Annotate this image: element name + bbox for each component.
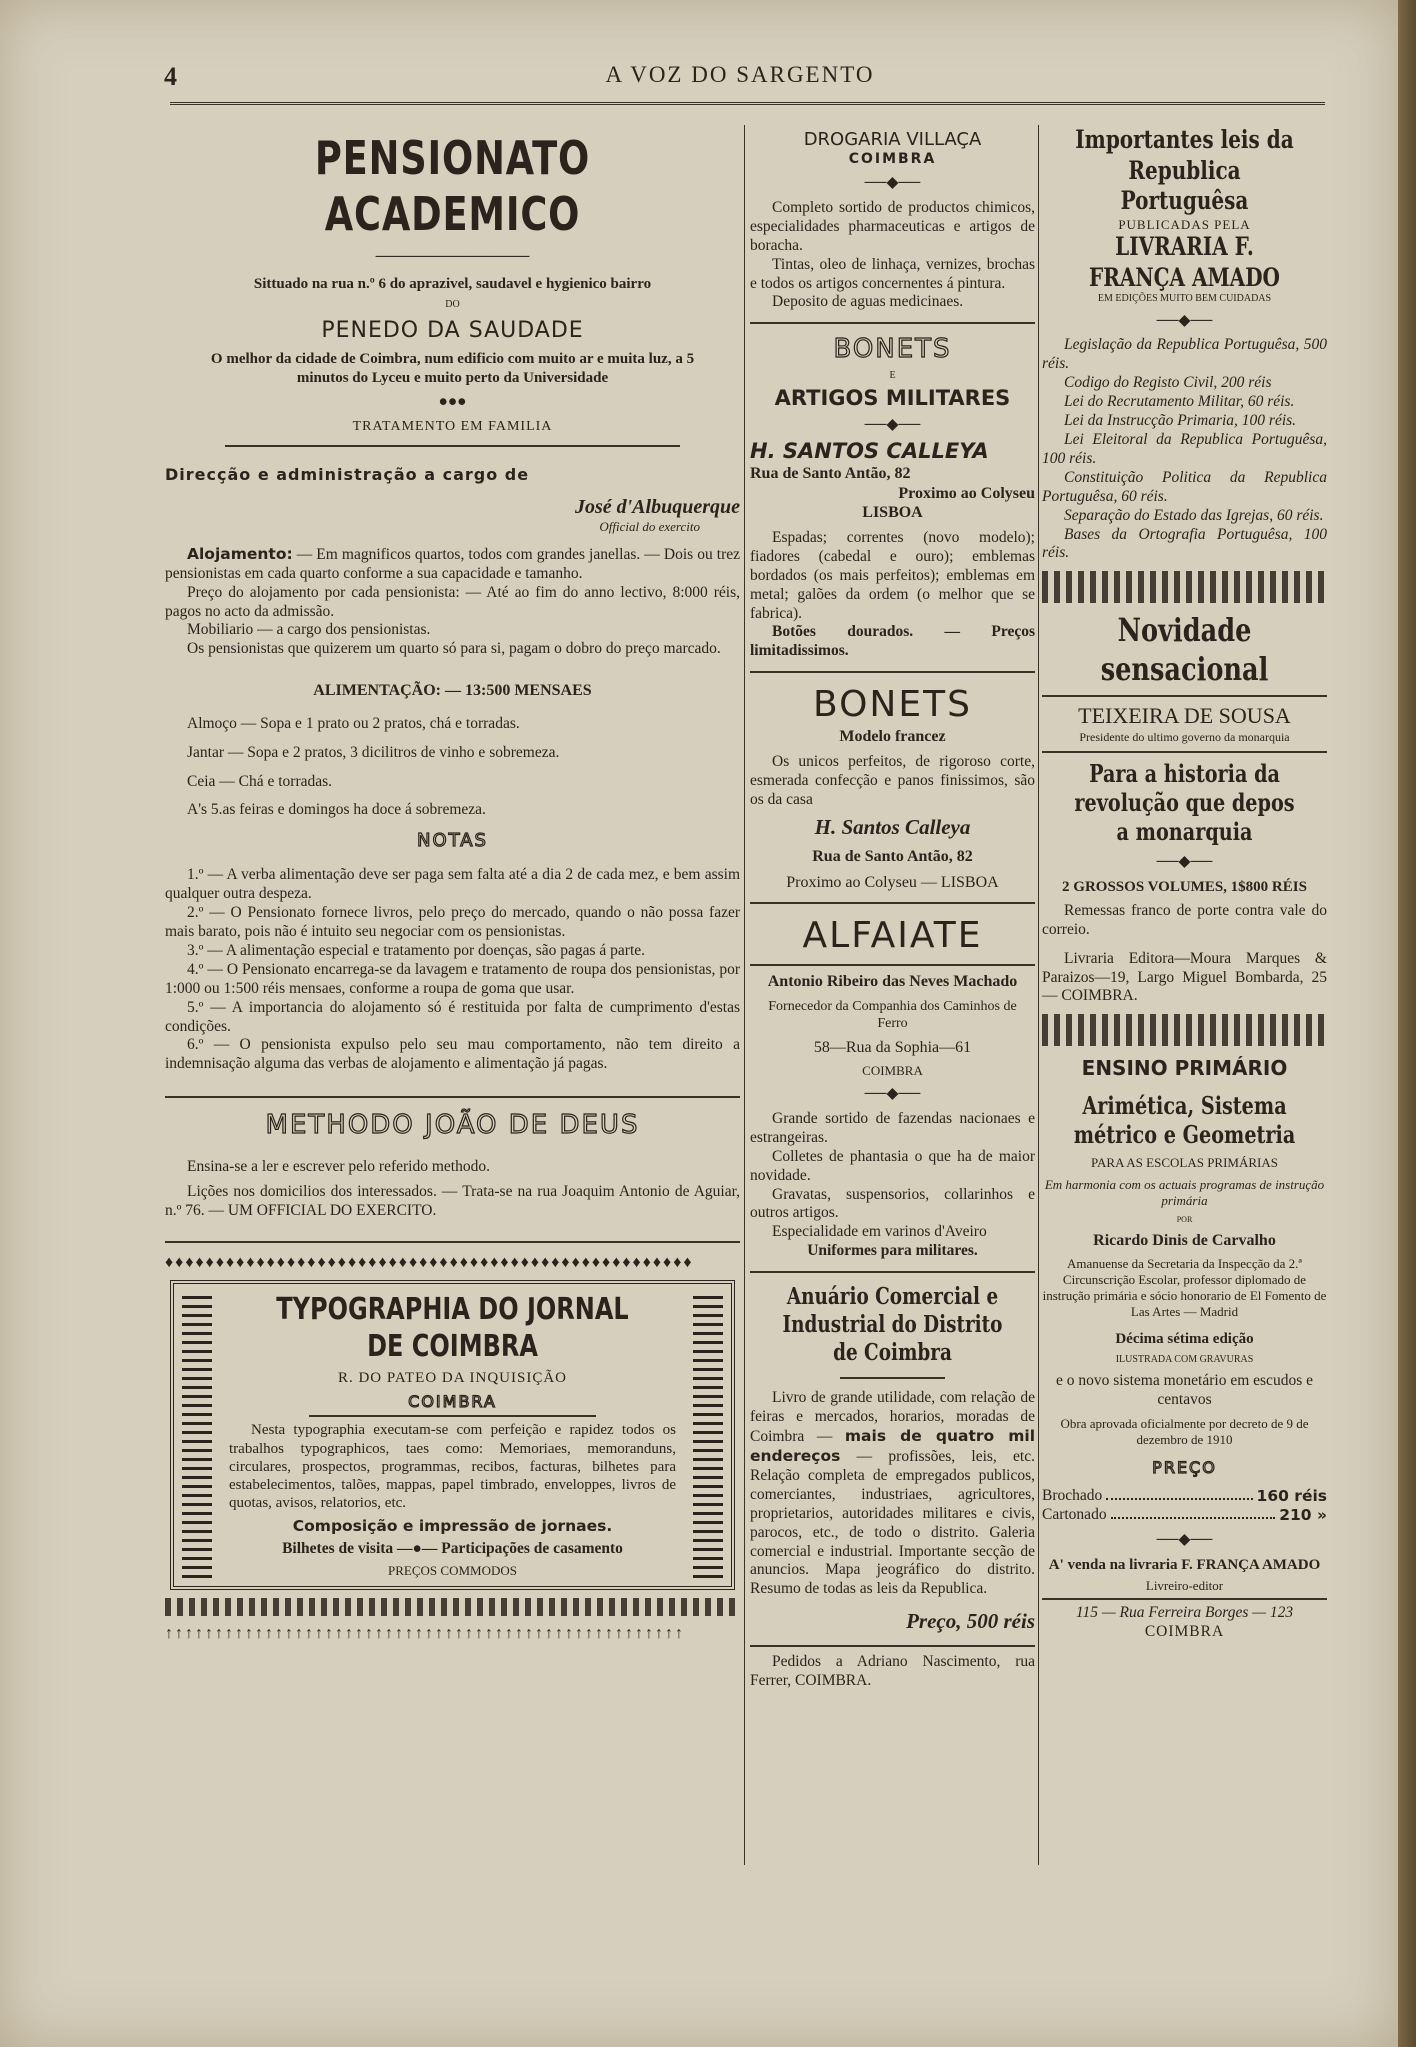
bonets-e: E [889,370,896,382]
bonets-firm: H. SANTOS CALLEYA [750,438,989,463]
novidade-author-desc: Presidente do ultimo governo da monarquia [1079,730,1290,745]
bonets-city: LISBOA [862,504,923,522]
leis-item: Bases da Ortografia Portuguêsa, 100 réis. [1042,525,1327,562]
separator [1042,1598,1327,1600]
page-edge [1398,0,1416,2047]
column-divider [1038,125,1039,1865]
leis-item: Codigo do Registo Civil, 200 réis [1064,374,1272,392]
methodo-title: METHODO JOÃO DE DEUS [265,1110,640,1141]
ornament-rule: ────────────── [375,248,530,266]
methodo-p2: Lições nos domicilios dos interessados. — Trata-se na rua Joaquim Antonio de Aguiar, n.º 76. — UM OFFICIAL DO EXERCITO. [165,1182,740,1219]
page-number: 4 [164,62,177,91]
separator [840,1377,945,1379]
nota-item: 1.º — A verba alimentação deve ser paga sem falta até a dia 2 de cada mez, e bem assim qualquer outra despeza. [165,866,740,903]
leis-livraria: LIVRARIA F. FRANÇA AMADO [1089,232,1280,292]
nota-item: 5.º — A importancia do alojamento só é restituida por falta de cumprimento d'estas condições. [165,998,740,1035]
ensino-preco-heading: PREÇO [1152,1457,1217,1477]
alimentacao-heading: ALIMENTAÇÃO: — 13:500 MENSAES [313,682,592,700]
typographia-box [170,1280,735,1590]
cartonado-label: Cartonado [1042,1506,1107,1524]
separator [750,902,1035,904]
leis-item: Legislação da Republica Portuguêsa, 500 réis. [1042,336,1327,373]
anuario-title: Anuário Comercial e Industrial do Distrito de Coimbra [782,1283,1003,1367]
separator [750,671,1035,673]
bonets-title: BONETS [833,334,952,365]
novidade-book: Para a historia da revolução que depos a monarquia [1074,758,1295,847]
brochado-price: 160 réis [1256,1487,1327,1506]
separator [225,445,680,447]
notas-heading: NOTAS [417,830,488,852]
ensino-address: 115 — Rua Ferreira Borges — 123 [1075,1603,1294,1621]
bonets2-model: Modelo francez [839,728,946,746]
brochado-row [1042,1487,1327,1506]
ensino-harmonia: Em harmonia com os actuais programas de instrução primária [1044,1177,1325,1209]
nota-item: 4.º — O Pensionato encarrega-se da lavagem e tratamento de roupa dos pensionistas, por 1:000 ou 1:500 réis mensaes, conforme a roupa de goma que usar. [165,960,740,997]
bonets-near: Proximo ao Colyseu [898,484,1035,502]
pin-border: ↑↑↑↑↑↑↑↑↑↑↑↑↑↑↑↑↑↑↑↑↑↑↑↑↑↑↑↑↑↑↑↑↑↑↑↑↑↑↑↑↑↑↑↑↑↑↑↑↑↑↑↑ [165,1625,685,1643]
leis-item: Lei Eleitoral da Republica Portuguêsa, 100 réis. [1042,430,1327,467]
separator [750,1645,1035,1647]
alfaiate-title: ALFAIATE [802,915,983,957]
preco-text: Preço do alojamento por cada pensionista: — Até ao fim do anno lectivo, 8:000 réis, pagos no acto da admissão. [165,583,740,620]
drogaria-p2: Tintas, oleo de linhaça, vernizes, brochas e todos os artigos concernentes á pintura. [750,255,1035,292]
leis-title: Importantes leis da Republica Portuguêsa [1075,125,1294,215]
quarto-text: Os pensionistas que quizerem um quarto só para si, pagam o dobro do preço marcado. [187,640,721,658]
column-middle [750,125,1035,1691]
drogaria-p1: Completo sortido de productos chimicos, especialidades pharmaceuticas e artigos de boracha. [750,198,1035,254]
brochado-label: Brochado [1042,1487,1103,1505]
ensino-city: COIMBRA [1144,1622,1225,1640]
nota-item: 6.º — O pensionista expulso pelo seu mau comportamento, não tem direito a indemnisação alguma das verbas de alojamento e alimentação já pagas. [165,1036,740,1073]
novidade-title: Novidade sensacional [1100,611,1269,689]
leis-item: Lei do Recrutamento Militar, 60 réis. [1064,393,1295,411]
leis-edicoes: EM EDIÇÕES MUITO BEM CUIDADAS [1097,293,1272,305]
column-left [165,125,740,1644]
nota-item: 2.º — O Pensionato fornece livros, pelo preço do mercado, quando o não possa fazer mais barato, pois não é intuito seu negociar com os pensionistas. [165,904,740,941]
ensino-livreiro: Livreiro-editor [1145,1578,1224,1594]
separator [309,1415,596,1417]
leis-pub: PUBLICADAS PELA [1118,216,1251,232]
anuario-text-a: Livro de grande utilidade, com relação de feiras e mercados, horarios, moradas de Coimbra — [750,1389,1035,1446]
leis-item: Constituição Politica da Republica Portuguêsa, 60 réis. [1042,468,1327,505]
typographia-title: TYPOGRAPHIA DO JORNAL DE COIMBRA [276,1292,629,1364]
pensionato-title: PENSIONATO ACADEMICO [314,131,591,242]
ensino-author: Ricardo Dinis de Carvalho [1093,1231,1276,1249]
pensionato-location: Sittuado na rua n.º 6 do aprazivel, saudavel e hygienico bairro [253,276,652,293]
alfaiate-name: Antonio Ribeiro das Neves Machado [767,972,1018,990]
cartonado-price: 210 » [1279,1506,1327,1525]
ensino-sistema: e o novo sistema monetário em escudos e centavos [1056,1372,1313,1408]
direccao-line: Direcção e administração a cargo de [165,465,530,485]
nota-item: 3.º — A alimentação especial e tratamento por doenças, são pagas á parte. [187,941,645,959]
anuario-orders: Pedidos a Adriano Nascimento, rua Ferrer, COIMBRA. [750,1652,1035,1689]
anuario-text-b: mais de quatro mil endereços [750,1427,1036,1466]
typographia-composicao: Composição e impressão de jornaes. [292,1516,613,1535]
typographia-text: Nesta typographia executam-se com perfeição e rapidez todos os trabalhos typographicos, taes como: Memoriaes, memoranduns, circulares, prospectos, programmas, recibos, facturas, bilhetes para estabelecimentos, talões, mappas, papel timbrado, enveloppes, livros de quotas, avisos, relatorios, etc. [229,1422,676,1512]
alfaiate-address: 58—Rua da Sophia—61 [813,1038,972,1056]
alfaiate-city: COIMBRA [862,1063,923,1079]
almoco-text: Almoço — Sopa e 1 prato ou 2 pratos, chá e torradas. [187,714,520,732]
separator [165,1241,740,1243]
director-title: Official do exercito [599,518,700,534]
pensionato-bairro: PENEDO DA SAUDADE [321,317,584,343]
ornament: ●●● [438,393,467,411]
ornamental-border [165,1598,740,1616]
alojamento-text: — Em magnificos quartos, todos com grandes janellas. — Dois ou trez pensionistas em cada quarto conforme a sua capacidade e tamanho. [165,545,740,582]
alfaiate-p1: Grande sortido de fazendas nacionaes e estrangeiras. [750,1109,1035,1146]
pensionato-do: DO [445,299,460,311]
novidade-editora: Livraria Editora—Moura Marques & Paraizos—19, Largo Miguel Bombarda, 25 — COIMBRA. [1042,949,1327,1005]
page-header [150,62,1330,92]
ornament: ──◆── [1156,311,1213,329]
column-right [1042,125,1327,1642]
mobiliario-text: Mobiliario — a cargo dos pensionistas. [187,621,431,639]
bonets-text2: Botões dourados. — Preços limitadissimos. [750,623,1035,660]
typographia-bilhetes: Bilhetes de visita —●— Participações de casamento [282,1539,623,1557]
novidade-volumes: 2 GROSSOS VOLUMES, 1$800 RÉIS [1062,878,1307,895]
methodo-p1: Ensina-se a ler e escrever pelo referido methodo. [187,1158,490,1175]
drogaria-title: DROGARIA VILLAÇA [803,129,982,150]
dot-border: ♦♦♦♦♦♦♦♦♦♦♦♦♦♦♦♦♦♦♦♦♦♦♦♦♦♦♦♦♦♦♦♦♦♦♦♦♦♦♦♦♦♦♦♦♦♦♦♦♦♦♦♦ [165,1253,694,1271]
typographia-address: R. DO PATEO DA INQUISIÇÃO [337,1370,568,1387]
novidade-author: TEIXEIRA DE SOUSA [1078,703,1291,729]
bonets2-firm: H. Santos Calleya [814,815,971,840]
bonets2-near: Proximo ao Colyseu — LISBOA [786,873,999,891]
alfaiate-fornecedor: Fornecedor da Companhia dos Caminhos de Ferro [768,998,1017,1031]
bonets-text: Espadas; correntes (novo modelo); fiadores (cabedal e ouro); emblemas bordados (os mais perfeitos); emblemas em metal; galões da ordem (o melhor que se fabrica). [750,528,1035,622]
ornamental-border [1042,571,1327,603]
bonets2-text: Os unicos perfeitos, de rigoroso corte, esmerada confecção e panos finissimos, são os da casa [750,752,1035,808]
alfaiate-p5: Uniformes para militares. [807,1242,978,1260]
separator [750,322,1035,324]
bonets2-street: Rua de Santo Antão, 82 [812,848,973,866]
bonets-street: Rua de Santo Antão, 82 [750,465,911,483]
ensino-aprovada: Obra aprovada oficialmente por decreto de 9 de dezembro de 1910 [1060,1415,1309,1447]
ornament: ──◆── [1156,1530,1213,1548]
ornament: ──◆── [864,174,921,192]
ornament: ──◆── [864,415,921,433]
bonets-subtitle: ARTIGOS MILITARES [774,386,1011,411]
doce-text: A's 5.as feiras e domingos ha doce á sobremeza. [187,801,486,819]
drogaria-p3: Deposito de aguas medicinaes. [772,293,964,311]
ornamental-border [1042,1014,1327,1046]
anuario-price: Preço, 500 réis [906,1609,1035,1634]
jantar-text: Jantar — Sopa e 2 pratos, 3 dicilitros de vinho e sobremeza. [187,743,560,761]
column-divider [744,125,745,1865]
alojamento-label: Alojamento: [187,544,293,563]
ensino-por: POR [1176,1214,1193,1224]
cartonado-row [1042,1506,1327,1525]
typographia-city: COIMBRA [408,1391,497,1411]
leis-item: Separação do Estado das Igrejas, 60 réis. [1064,506,1324,524]
alfaiate-p2: Colletes de phantasia o que ha de maior novidade. [750,1147,1035,1184]
pensionato-title-wrap [165,130,740,242]
separator [750,964,1035,966]
ornament: ──◆── [864,1085,921,1103]
ensino-venda: A' venda na livraria F. FRANÇA AMADO [1048,1556,1321,1573]
tratamento-heading: TRATAMENTO EM FAMILIA [352,418,553,434]
ensino-subject: Arimética, Sistema métrico e Geometria [1073,1090,1296,1150]
director-name: José d'Albuquerque [574,495,740,518]
separator [1042,695,1327,697]
drogaria-city: COIMBRA [848,150,937,167]
typographia-precos: PREÇOS COMMODOS [388,1562,517,1578]
ornament: ──◆── [1156,852,1213,870]
leis-item: Lei da Instrucção Primaria, 100 réis. [1064,412,1297,430]
alfaiate-p4: Especialidade em varinos d'Aveiro [772,1223,987,1241]
masthead: A VOZ DO SARGENTO [605,62,875,87]
header-rule [170,102,1325,105]
ensino-for: PARA AS ESCOLAS PRIMÁRIAS [1090,1155,1278,1171]
ensino-title: ENSINO PRIMÁRIO [1081,1056,1288,1081]
ensino-ilustrada: ILUSTRADA COM GRAVURAS [1115,1353,1254,1365]
separator [165,1096,740,1098]
ensino-edicao: Décima sétima edição [1115,1330,1254,1347]
separator [1042,751,1327,753]
novidade-remessas: Remessas franco de porte contra vale do correio. [1042,901,1327,938]
alfaiate-p3: Gravatas, suspensorios, collarinhos e outros artigos. [750,1185,1035,1222]
anuario-text-c: — profissões, leis, etc. Relação completa de empregados publicos, comerciantes, industriaes, agricultores, proprietarios, autoridades militares e civis, parocos, etc., de todo o distrito. Galeria comercial e industrial. Importante secção de anuncios. Mapa jeográfico do distrito. Resumo de todas as leis da Republica. [750,1448,1035,1598]
pensionato-description: O melhor da cidade de Coimbra, num edificio com muito ar e muita luz, a 5 minutos do Lyceu e muito perto da Universidade [210,351,695,386]
bonets2-title: BONETS [813,684,972,726]
ensino-author-desc: Amanuense da Secretaria da Inspecção da 2.ª Circunscrição Escolar, professor diplomado de instrução primária e sócio honorario de El Fomento de Las Artes — Madrid [1042,1256,1327,1319]
separator [750,1271,1035,1273]
ceia-text: Ceia — Chá e torradas. [187,772,333,790]
